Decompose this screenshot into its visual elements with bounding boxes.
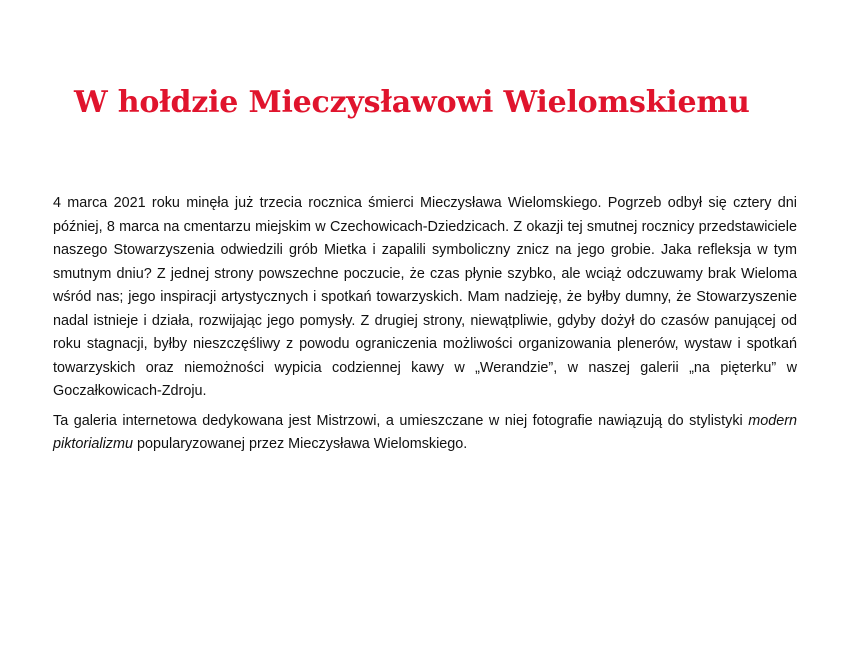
paragraph-2-end: popularyzowanej przez Mieczysława Wielomskiego. <box>132 436 468 452</box>
paragraph-2 <box>53 410 797 457</box>
paragraph-1: 4 marca 2021 roku minęła już trzecia rocznica śmierci Mieczysława Wielomskiego. Pogrzeb odbył się cztery dni później, 8 marca na cmentarzu miejskim w Czechowicach-Dziedzicach. Z okazji tej smutnej rocznicy przedstawiciele naszego Stowarzyszenia odwiedzili grób Mietka i zapalili symboliczny znicz na jego grobie. Jaka refleksja w tym smutnym dniu? Z jednej strony powszechne poczucie, że czas płynie szybko, ale wciąż odczuwamy brak Wieloma wśród nas; jego inspiracji artystycznych i spotkań towarzyskich. Mam nadzieję, że byłby dumny, że Stowarzyszenie nadal istnieje i działa, rozwijając jego pomysły. Z drugiej strony, niewątpliwie, gdyby dożył do czasów panującej od roku stagnacji, byłby nieszczęśliwy z powodu ograniczenia możliwości organizowania plenerów, wystaw i spotkań towarzyskich oraz niemożności wypicia codziennej kawy w „Werandzie”, w naszej galerii „na pięterku” w Goczałkowicach-Zdroju. <box>53 195 797 399</box>
page-title: W hołdzie Mieczysławowi Wielomskiemu <box>74 85 750 120</box>
article-body <box>53 192 797 457</box>
paragraph-2-emphasis: modern piktorializmu <box>53 412 797 452</box>
paragraph-2-start: Ta galeria internetowa dedykowana jest Mistrzowi, a umieszczane w niej fotografie nawiązują do stylistyki <box>53 412 749 429</box>
